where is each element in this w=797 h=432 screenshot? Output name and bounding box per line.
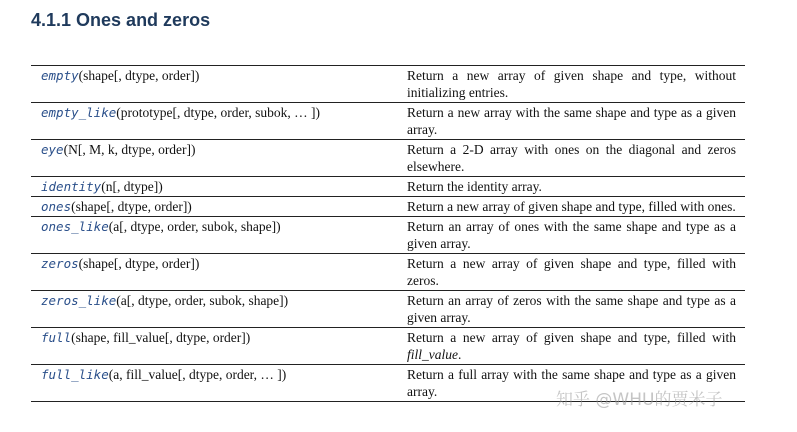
table-row: [31, 217, 745, 254]
description-text: Return a new array of given shape and type, filled with ones.: [407, 199, 736, 214]
description-tail: .: [458, 347, 462, 362]
function-args: (a, fill_value[, dtype, order, … ]): [108, 367, 287, 382]
watermark: 知乎 @WHU的贾米子: [556, 390, 723, 410]
description-text: Return a new array of given shape and type, filled with zeros.: [407, 256, 736, 288]
description-emphasis: fill_value: [407, 347, 458, 362]
function-link-ones-like[interactable]: ones_like: [41, 219, 109, 234]
description-text: Return a full array with the same shape and type as a given array.: [407, 367, 736, 399]
description-text: Return a new array of given shape and type, filled with: [407, 330, 736, 345]
description-cell: [397, 291, 745, 328]
section-title: 4.1.1 Ones and zeros: [31, 10, 211, 30]
function-link-full[interactable]: full: [41, 330, 72, 345]
function-args: (n[, dtype]): [101, 179, 163, 194]
description-cell: [397, 254, 745, 291]
table-row: [31, 291, 745, 328]
description-text: Return an array of ones with the same shape and type as a given array.: [407, 219, 736, 251]
table-row: [31, 140, 745, 177]
description-cell: [397, 140, 745, 177]
signature-cell: [31, 177, 397, 197]
description-text: Return the identity array.: [407, 179, 542, 194]
signature-cell: [31, 140, 397, 177]
description-text: Return a 2-D array with ones on the diagonal and zeros elsewhere.: [407, 142, 736, 174]
function-args: (shape[, dtype, order]): [78, 256, 200, 271]
signature-cell: [31, 217, 397, 254]
signature-cell: [31, 254, 397, 291]
signature-cell: [31, 66, 397, 103]
table-row: [31, 177, 745, 197]
signature-cell: [31, 328, 397, 365]
description-cell: [397, 177, 745, 197]
function-link-empty[interactable]: empty: [41, 68, 79, 83]
function-link-ones[interactable]: ones: [41, 199, 72, 214]
function-args: (shape[, dtype, order]): [71, 199, 192, 214]
function-link-full-like[interactable]: full_like: [41, 367, 109, 382]
function-link-empty-like[interactable]: empty_like: [41, 105, 117, 120]
function-link-eye[interactable]: eye: [41, 142, 64, 157]
function-args: (a[, dtype, order, subok, shape]): [108, 219, 281, 234]
function-table: [31, 65, 745, 402]
description-text: Return an array of zeros with the same shape and type as a given array.: [407, 293, 736, 325]
signature-cell: [31, 103, 397, 140]
table-row: [31, 197, 745, 217]
description-cell: [397, 103, 745, 140]
table-row: [31, 328, 745, 365]
description-text: Return a new array of given shape and type, without initializing entries.: [407, 68, 736, 100]
table-row: [31, 66, 745, 103]
description-cell: [397, 365, 745, 402]
description-text: Return a new array with the same shape and type as a given array.: [407, 105, 736, 137]
description-cell: [397, 66, 745, 103]
function-link-identity[interactable]: identity: [41, 179, 102, 194]
function-args: (a[, dtype, order, subok, shape]): [116, 293, 289, 308]
function-args: (prototype[, dtype, order, subok, … ]): [116, 105, 321, 120]
function-link-zeros[interactable]: zeros: [41, 256, 79, 271]
function-args: (N[, M, k, dtype, order]): [63, 142, 196, 157]
signature-cell: [31, 197, 397, 217]
description-cell: [397, 217, 745, 254]
description-cell: [397, 328, 745, 365]
signature-cell: [31, 291, 397, 328]
signature-cell: [31, 365, 397, 402]
table-row: [31, 365, 745, 402]
function-link-zeros-like[interactable]: zeros_like: [41, 293, 117, 308]
function-args: (shape, fill_value[, dtype, order]): [71, 330, 251, 345]
table-row: [31, 254, 745, 291]
description-cell: [397, 197, 745, 217]
function-args: (shape[, dtype, order]): [78, 68, 200, 83]
table-row: [31, 103, 745, 140]
